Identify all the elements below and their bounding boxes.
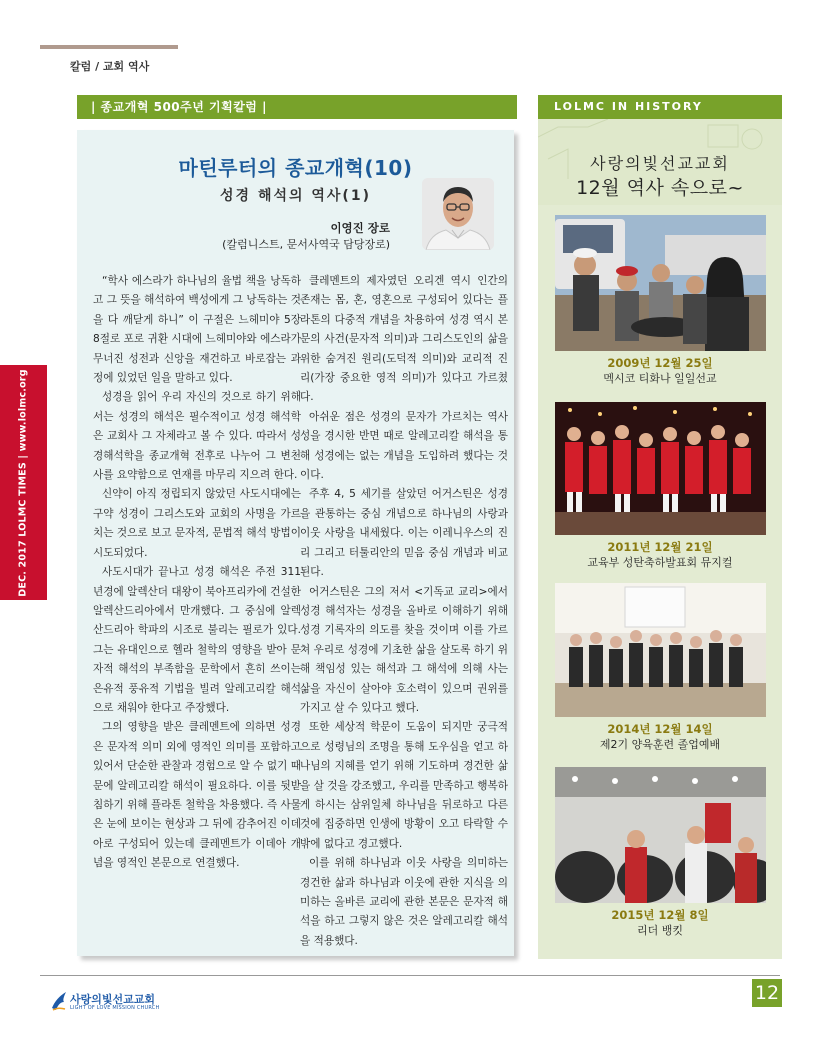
history-title: 12월 역사 속으로~ xyxy=(576,177,744,199)
history-date: 2009년 12월 25일 xyxy=(607,356,713,370)
history-date: 2015년 12월 8일 xyxy=(611,908,709,922)
history-date: 2014년 12월 14일 xyxy=(607,722,713,736)
article-paragraph: 사도시대가 끝나고 성경 해석은 주전 311 년경에 알렉산더 대왕이 북아프리카에 건설한 알렉산드리아에서 만개했다. 그 중심에 알렉산드리아 학파의 시조로 불리는 필로가 있다. 그는 유대인으로 헬라 철학의 영향을 받아 문자적 해석의 부족함을 문학에서 흔히 쓰이는 은유적 풍유적 기법을 빌려 알레고리칼 해석으로 채워야 한다고 주장했다. xyxy=(93,566,301,714)
top-rule xyxy=(40,45,178,49)
article-paragraph: 신약이 아직 정립되지 않았던 사도시대에는 구약 성경이 그리스도와 교회의 사명을 가르치는 것으로 보고 문자적, 문법적 해석 방법이 시도되었다. xyxy=(93,488,301,559)
article-title: 마틴루터의 종교개혁(10) xyxy=(178,156,413,180)
article-paragraph: 어거스틴은 그의 저서 <기독교 교리>에서 성경 해석자는 성경을 올바로 이해하기 위해 성경 기록자의 의도를 찾을 것이며 이를 가르쳐 우리로 성경에 기초한 삶을 살도록 하기 위해 책임성 있는 해석과 그 해석에 의해 사는 삶을 자신이 살아야 호소력이 있으며 권위를 가지고 살 수 있다고 했다. xyxy=(300,585,508,714)
breadcrumb: 칼럼 / 교회 역사 xyxy=(70,60,150,73)
history-caption: 리더 뱅킷 xyxy=(636,924,683,937)
article-paragraph: 성경을 읽어 우리 자신의 것으로 하기 위해서는 성경의 해석은 필수적이고 성경 해석학은 교회사 그 자체라고 볼 수 있다. 따라서 성경해석학을 종교개혁 전후로 나누어 그 변천사를 요약함으로 연재를 마무리 지으려 한다. xyxy=(93,391,301,482)
column-header-bar: | 종교개혁 500주년 기획칼럼 | xyxy=(77,95,517,119)
article-paragraph: 클레멘트의 제자였던 오리겐 역시 인간의 존재는 몸, 혼, 영혼으로 구성되어 있다는 플라톤의 다중적 개념을 차용하여 성경 역시 본문의 사건(문자적 의미)과 그리스도인의 삶을 위한 숨겨진 원리(도덕적 의미)와 교리적 진리(가장 중요한 영적 의미)가 있다고 가르쳤다. xyxy=(300,275,508,404)
history-header-bar: LOLMC IN HISTORY xyxy=(538,95,782,119)
logo-church-english: LIGHT OF LOVE MISSION CHURCH xyxy=(70,1005,160,1011)
article-paragraph: “학사 에스라가 하나님의 율법 책을 낭독하고 그 뜻을 해석하여 백성에게 그 낭독하는 것을 다 깨닫게 하니” 이 구절은 느헤미야 5장 8절로 포로 귀환 시대에 느헤미야와 에스라가 무너진 성전과 신앙을 재건하고 바로잡는 과정에 있었던 일을 말하고 있다. xyxy=(93,275,301,385)
history-date: 2011년 12월 21일 xyxy=(607,540,713,554)
history-caption: 교육부 성탄축하발표회 뮤지컬 xyxy=(587,556,733,569)
author-role: (칼럼니스트, 문서사역국 담당장로) xyxy=(222,238,390,251)
article-column-left xyxy=(93,272,301,874)
article-subtitle: 성경 해석의 역사(1) xyxy=(220,188,371,204)
article-paragraph: 아쉬운 점은 성경의 문자가 가르치는 역사성을 경시한 반면 때로 알레고리칼 해석을 통해 성경에는 없는 개념을 도입하려 했다는 것이다. xyxy=(300,410,508,482)
article-column-right xyxy=(300,272,508,951)
logo-church-name: 사랑의빛선교교회 xyxy=(70,993,156,1006)
footer-rule xyxy=(40,975,780,976)
dove-icon xyxy=(50,990,68,1012)
history-photo-graduation xyxy=(555,583,766,717)
history-heading-background xyxy=(538,119,782,205)
history-photo-banquet xyxy=(555,767,766,903)
article-paragraph: 또한 세상적 학문이 도움이 되지만 궁극적으로 성령님의 조명을 통해 도우심을 얻고 하나님의 지혜를 얻기 위해 기도하며 경건한 삶을 살 것을 강조했고, 우리를 만족하고 행복하게 하시는 삼위일체 하나님을 뒤로하고 다른 것에 집중하면 인생에 방황이 오고 타락할 수 밖에 없다고 경고했다. xyxy=(300,721,508,850)
history-photo-musical xyxy=(555,402,766,535)
history-church-name: 사랑의빛선교교회 xyxy=(590,154,730,173)
article-box xyxy=(77,130,514,956)
article-paragraph: 그의 영향을 받은 클레멘트에 의하면 성경은 문자적 의미 외에 영적인 의미를 포함하고 있어서 단순한 관찰과 경험으로 알 수 없기 때문에 알레고리칼 해석이 필요하다. 이를 뒷받침하기 위해 플라톤 철학을 차용했다. 즉 사물은 눈에 보이는 현상과 그 뒤에 감추어진 이데아로 구성되어 있는데 클레멘트가 이데아 개념을 영적인 본문으로 연결했다. xyxy=(93,721,301,870)
page-number: 12 xyxy=(752,979,782,1007)
side-tab-text: DEC. 2017 LOLMC TIMES | www.lolmc.org xyxy=(17,369,29,597)
history-caption: 멕시코 티화나 일일선교 xyxy=(603,372,717,385)
history-caption: 제2기 양육훈련 졸업예배 xyxy=(599,738,721,751)
author-name: 이영진 장로 xyxy=(330,221,390,235)
article-paragraph: 주후 4, 5 세기를 살았던 어거스틴은 성경을 관통하는 중심 개념으로 하나님의 사랑과 이웃 사랑을 내세웠다. 이는 이레니우스의 진리 그리고 터툴리안의 믿음 중심 개념과 비교된다. xyxy=(300,488,508,579)
author-photo xyxy=(422,178,494,250)
history-photo-mission xyxy=(555,215,766,351)
article-paragraph: 이를 위해 하나님과 이웃 사랑을 의미하는 경건한 삶과 하나님과 이웃에 관한 지식을 의미하는 올바른 교리에 관한 본문은 문자적 해석을 하고 그렇지 않은 것은 알레고리칼 해석을 적용했다. xyxy=(300,857,508,947)
church-logo xyxy=(50,990,170,1014)
history-panel xyxy=(538,119,782,959)
